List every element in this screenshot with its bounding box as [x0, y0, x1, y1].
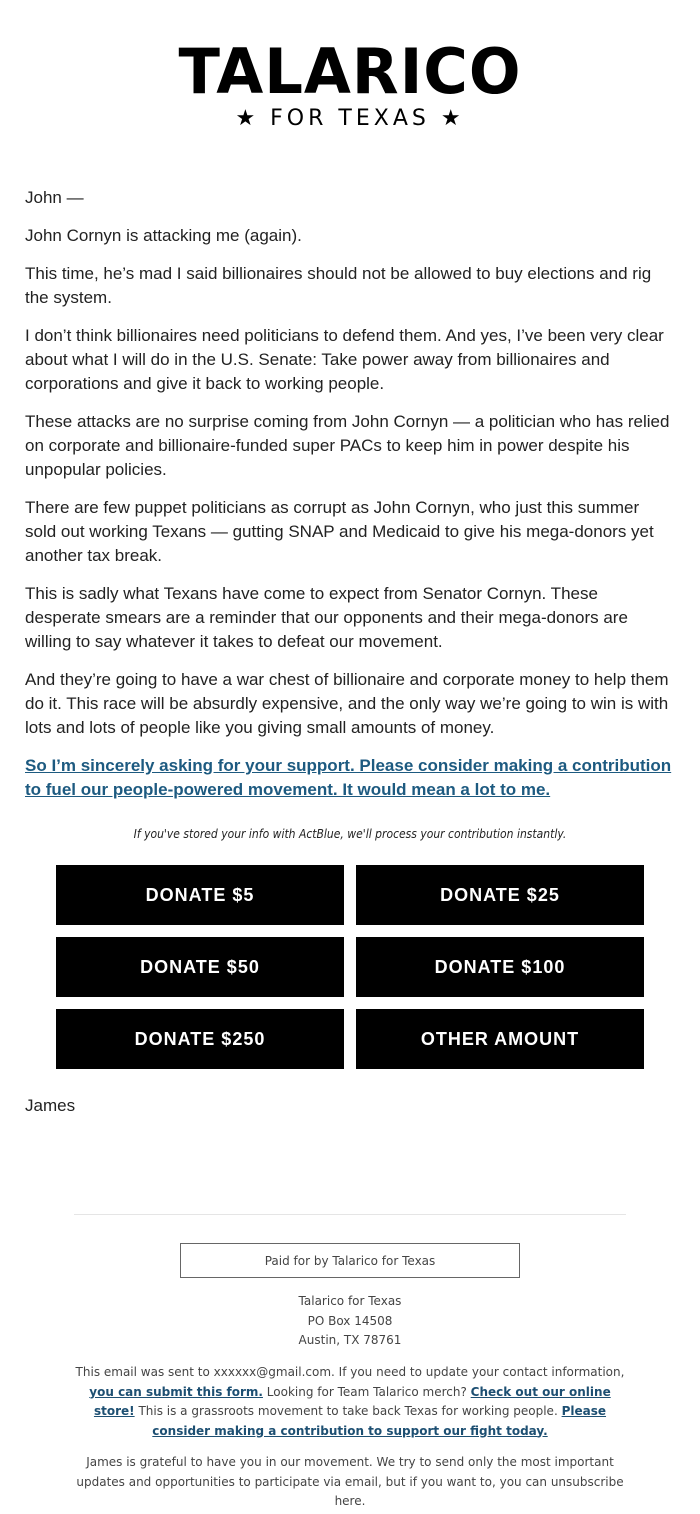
greeting: John —: [25, 188, 84, 207]
sent-to-text: This email was sent to xxxxxx@gmail.com. If you need to update your contact information,: [75, 1365, 625, 1379]
donate-25-button[interactable]: DONATE $25: [356, 865, 644, 925]
donate-250-button[interactable]: DONATE $250: [56, 1009, 344, 1069]
online-store-link[interactable]: Check out our online store!: [93, 1384, 611, 1418]
campaign-logo: [0, 35, 700, 132]
merch-text: Looking for Team Talarico merch?: [266, 1384, 467, 1399]
logo-subtitle: ★ FOR TEXAS ★: [235, 106, 465, 131]
grassroots-text: This is a grassroots movement to take back Texas for working people.: [138, 1404, 558, 1418]
contribution-ask-link[interactable]: So I’m sincerely asking for your support. Please consider making a contribution to fuel our people-powered movement. It would mean a lot to me.: [25, 756, 672, 799]
paragraph: This is sadly what Texans have come to expect from Senator Cornyn. These desperate smears are a reminder that our opponents and their mega-donors are willing to say whatever it takes to defeat our movement.: [25, 584, 628, 651]
contribute-link[interactable]: Please consider making a contribution to support our fight today.: [152, 1404, 607, 1438]
mailing-address: [0, 1292, 700, 1351]
address-line: PO Box 14508: [307, 1313, 393, 1328]
donate-100-button[interactable]: DONATE $100: [356, 937, 644, 997]
paragraph: John Cornyn is attacking me (again).: [25, 226, 302, 245]
donate-5-button[interactable]: DONATE $5: [56, 865, 344, 925]
address-line: Talarico for Texas: [298, 1294, 402, 1308]
other-amount-button[interactable]: OTHER AMOUNT: [356, 1009, 644, 1069]
donate-buttons: [25, 865, 675, 1069]
paragraph: And they’re going to have a war chest of billionaire and corporate money to help them do it. This race will be absurdly expensive, and the only way we’re going to win is with lots and lots of people like you giving small amounts of money.: [25, 670, 669, 737]
footer-divider: [74, 1214, 626, 1215]
paragraph: This time, he’s mad I said billionaires should not be allowed to buy elections and rig the system.: [25, 264, 652, 307]
donate-50-button[interactable]: DONATE $50: [56, 937, 344, 997]
update-info-link[interactable]: you can submit this form.: [89, 1384, 263, 1399]
email-body: [25, 186, 675, 1118]
paragraph: There are few puppet politicians as corrupt as John Cornyn, who just this summer sold out working Texans — gutting SNAP and Medicaid to give his mega-donors yet another tax break.: [25, 498, 654, 565]
paid-for-box: Paid for by Talarico for Texas: [180, 1243, 520, 1278]
footer-info: [72, 1363, 628, 1441]
signature: James: [25, 1096, 76, 1115]
paragraph: These attacks are no surprise coming from John Cornyn — a politician who has relied on corporate and billionaire-funded super PACs to keep him in power despite his unpopular policies.: [25, 412, 670, 479]
logo-title: TALARICO: [178, 35, 522, 108]
actblue-note: If you've stored your info with ActBlue, we'll process your contribution instantly.: [133, 827, 567, 841]
address-line: Austin, TX 78761: [298, 1333, 402, 1347]
unsubscribe-text: James is grateful to have you in our movement. We try to send only the most important updates and opportunities to participate via email, but if you want to, you can unsubscribe here.: [76, 1455, 624, 1508]
paragraph: I don’t think billionaires need politicians to defend them. And yes, I’ve been very clear about what I will do in the U.S. Senate: Take power away from billionaires and corporations and give it back to working people.: [25, 326, 664, 393]
